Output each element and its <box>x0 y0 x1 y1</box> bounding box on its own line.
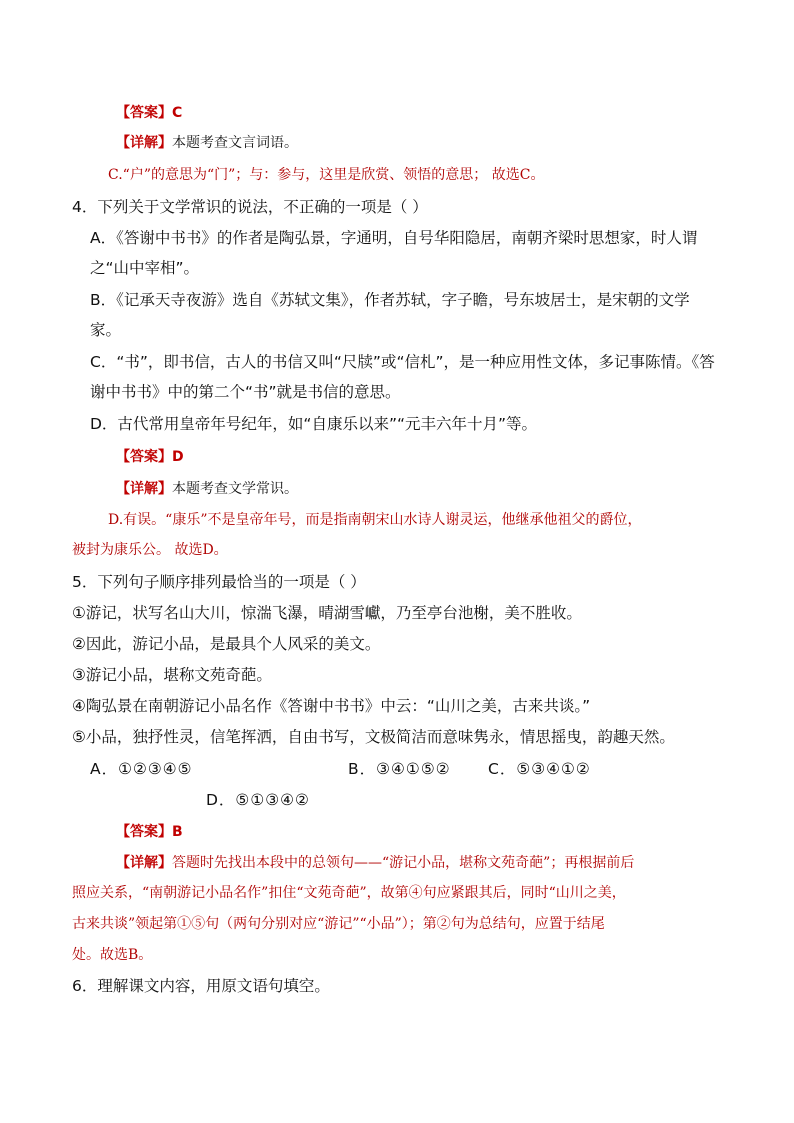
detail-label: 【详解】 <box>116 855 172 871</box>
q5-option-d: D．⑤①③④② <box>206 791 310 809</box>
q4-option-d: D．古代常用皇帝年号纪年，如“自康乐以来”“元丰六年十月”等。 <box>90 415 538 433</box>
q5-explain-line3: 古来共谈”领起第①⑤句（两句分别对应“游记”“小品”）；第②句为总结句，应置于结尾 <box>72 916 605 932</box>
answer-label: 【答案】 <box>116 105 172 121</box>
answer-value: D <box>172 449 184 465</box>
q5-option-c: C．⑤③④①② <box>488 760 591 778</box>
q5-sentence-3: ③游记小品，堪称文苑奇葩。 <box>72 666 272 684</box>
q4-detail-line <box>116 477 298 500</box>
q3-detail-line <box>116 131 298 154</box>
detail-text: 答题时先找出本段中的总领句——“游记小品，堪称文苑奇葩”；再根据前后 <box>172 855 635 871</box>
detail-label: 【详解】 <box>116 135 172 151</box>
q5-explain-line2: 照应关系，“南朝游记小品名作”扣住“文苑奇葩”，故第④句应紧跟其后，同时“山川之美， <box>72 885 626 901</box>
q3-explain: C.“户”的意思为“门”；与：参与，这里是欣赏、领悟的意思； 故选C。 <box>108 167 545 183</box>
answer-value: B <box>172 824 183 840</box>
q5-sentence-1: ①游记，状写名山大川，惊湍飞瀑，晴湖雪巘，乃至亭台池榭，美不胜收。 <box>72 604 582 622</box>
detail-label: 【详解】 <box>116 481 172 497</box>
q5-sentence-5: ⑤小品，独抒性灵，信笔挥洒，自由书写，文极简洁而意味隽永，情思摇曳，韵趣天然。 <box>72 728 675 746</box>
q5-answer-line <box>116 820 183 843</box>
q5-detail-line1 <box>116 851 634 874</box>
q4-option-c-line2: 谢中书书》中的第二个“书”就是书信的意思。 <box>90 383 401 401</box>
q5-sentence-4: ④陶弘景在南朝游记小品名作《答谢中书书》中云：“山川之美，古来共谈。” <box>72 697 591 715</box>
q5-option-b: B．③④①⑤② <box>348 760 451 778</box>
q4-option-b-line2: 家。 <box>90 321 122 339</box>
answer-value: C <box>172 105 183 121</box>
q5-sentence-2: ②因此，游记小品，是最具个人风采的美文。 <box>72 635 381 653</box>
answer-label: 【答案】 <box>116 824 172 840</box>
q4-option-c-line1: C．“书”，即书信，古人的书信又叫“尺牍”或“信札”，是一种应用性文体，多记事陈情。《答 <box>90 353 715 371</box>
q4-explain-line2: 被封为康乐公。 故选D。 <box>72 542 228 558</box>
q4-option-a-line2: 之“山中宰相”。 <box>90 259 200 277</box>
q4-option-b-line1: B．《记承天寺夜游》选自《苏轼文集》，作者苏轼，字子瞻，号东坡居士，是宋朝的文学 <box>90 291 690 309</box>
q6-stem: 6．理解课文内容，用原文语句填空。 <box>72 977 330 995</box>
q5-option-a: A．①②③④⑤ <box>90 760 193 778</box>
q3-answer-line <box>116 101 182 124</box>
detail-text: 本题考查文言词语。 <box>172 135 298 151</box>
q4-option-a-line1: A．《答谢中书书》的作者是陶弘景，字通明，自号华阳隐居，南朝齐梁时思想家，时人谓 <box>90 229 698 247</box>
q4-answer-line <box>116 445 184 468</box>
q4-explain-line1: D.有误。“康乐”不是皇帝年号，而是指南朝宋山水诗人谢灵运，他继承他祖父的爵位， <box>108 512 642 528</box>
q4-stem: 4．下列关于文学常识的说法，不正确的一项是（ ） <box>72 198 428 216</box>
answer-label: 【答案】 <box>116 449 172 465</box>
detail-text: 本题考查文学常识。 <box>172 481 298 497</box>
q5-stem: 5．下列句子顺序排列最恰当的一项是（ ） <box>72 573 366 591</box>
q5-explain-line4: 处。故选B。 <box>72 947 153 963</box>
